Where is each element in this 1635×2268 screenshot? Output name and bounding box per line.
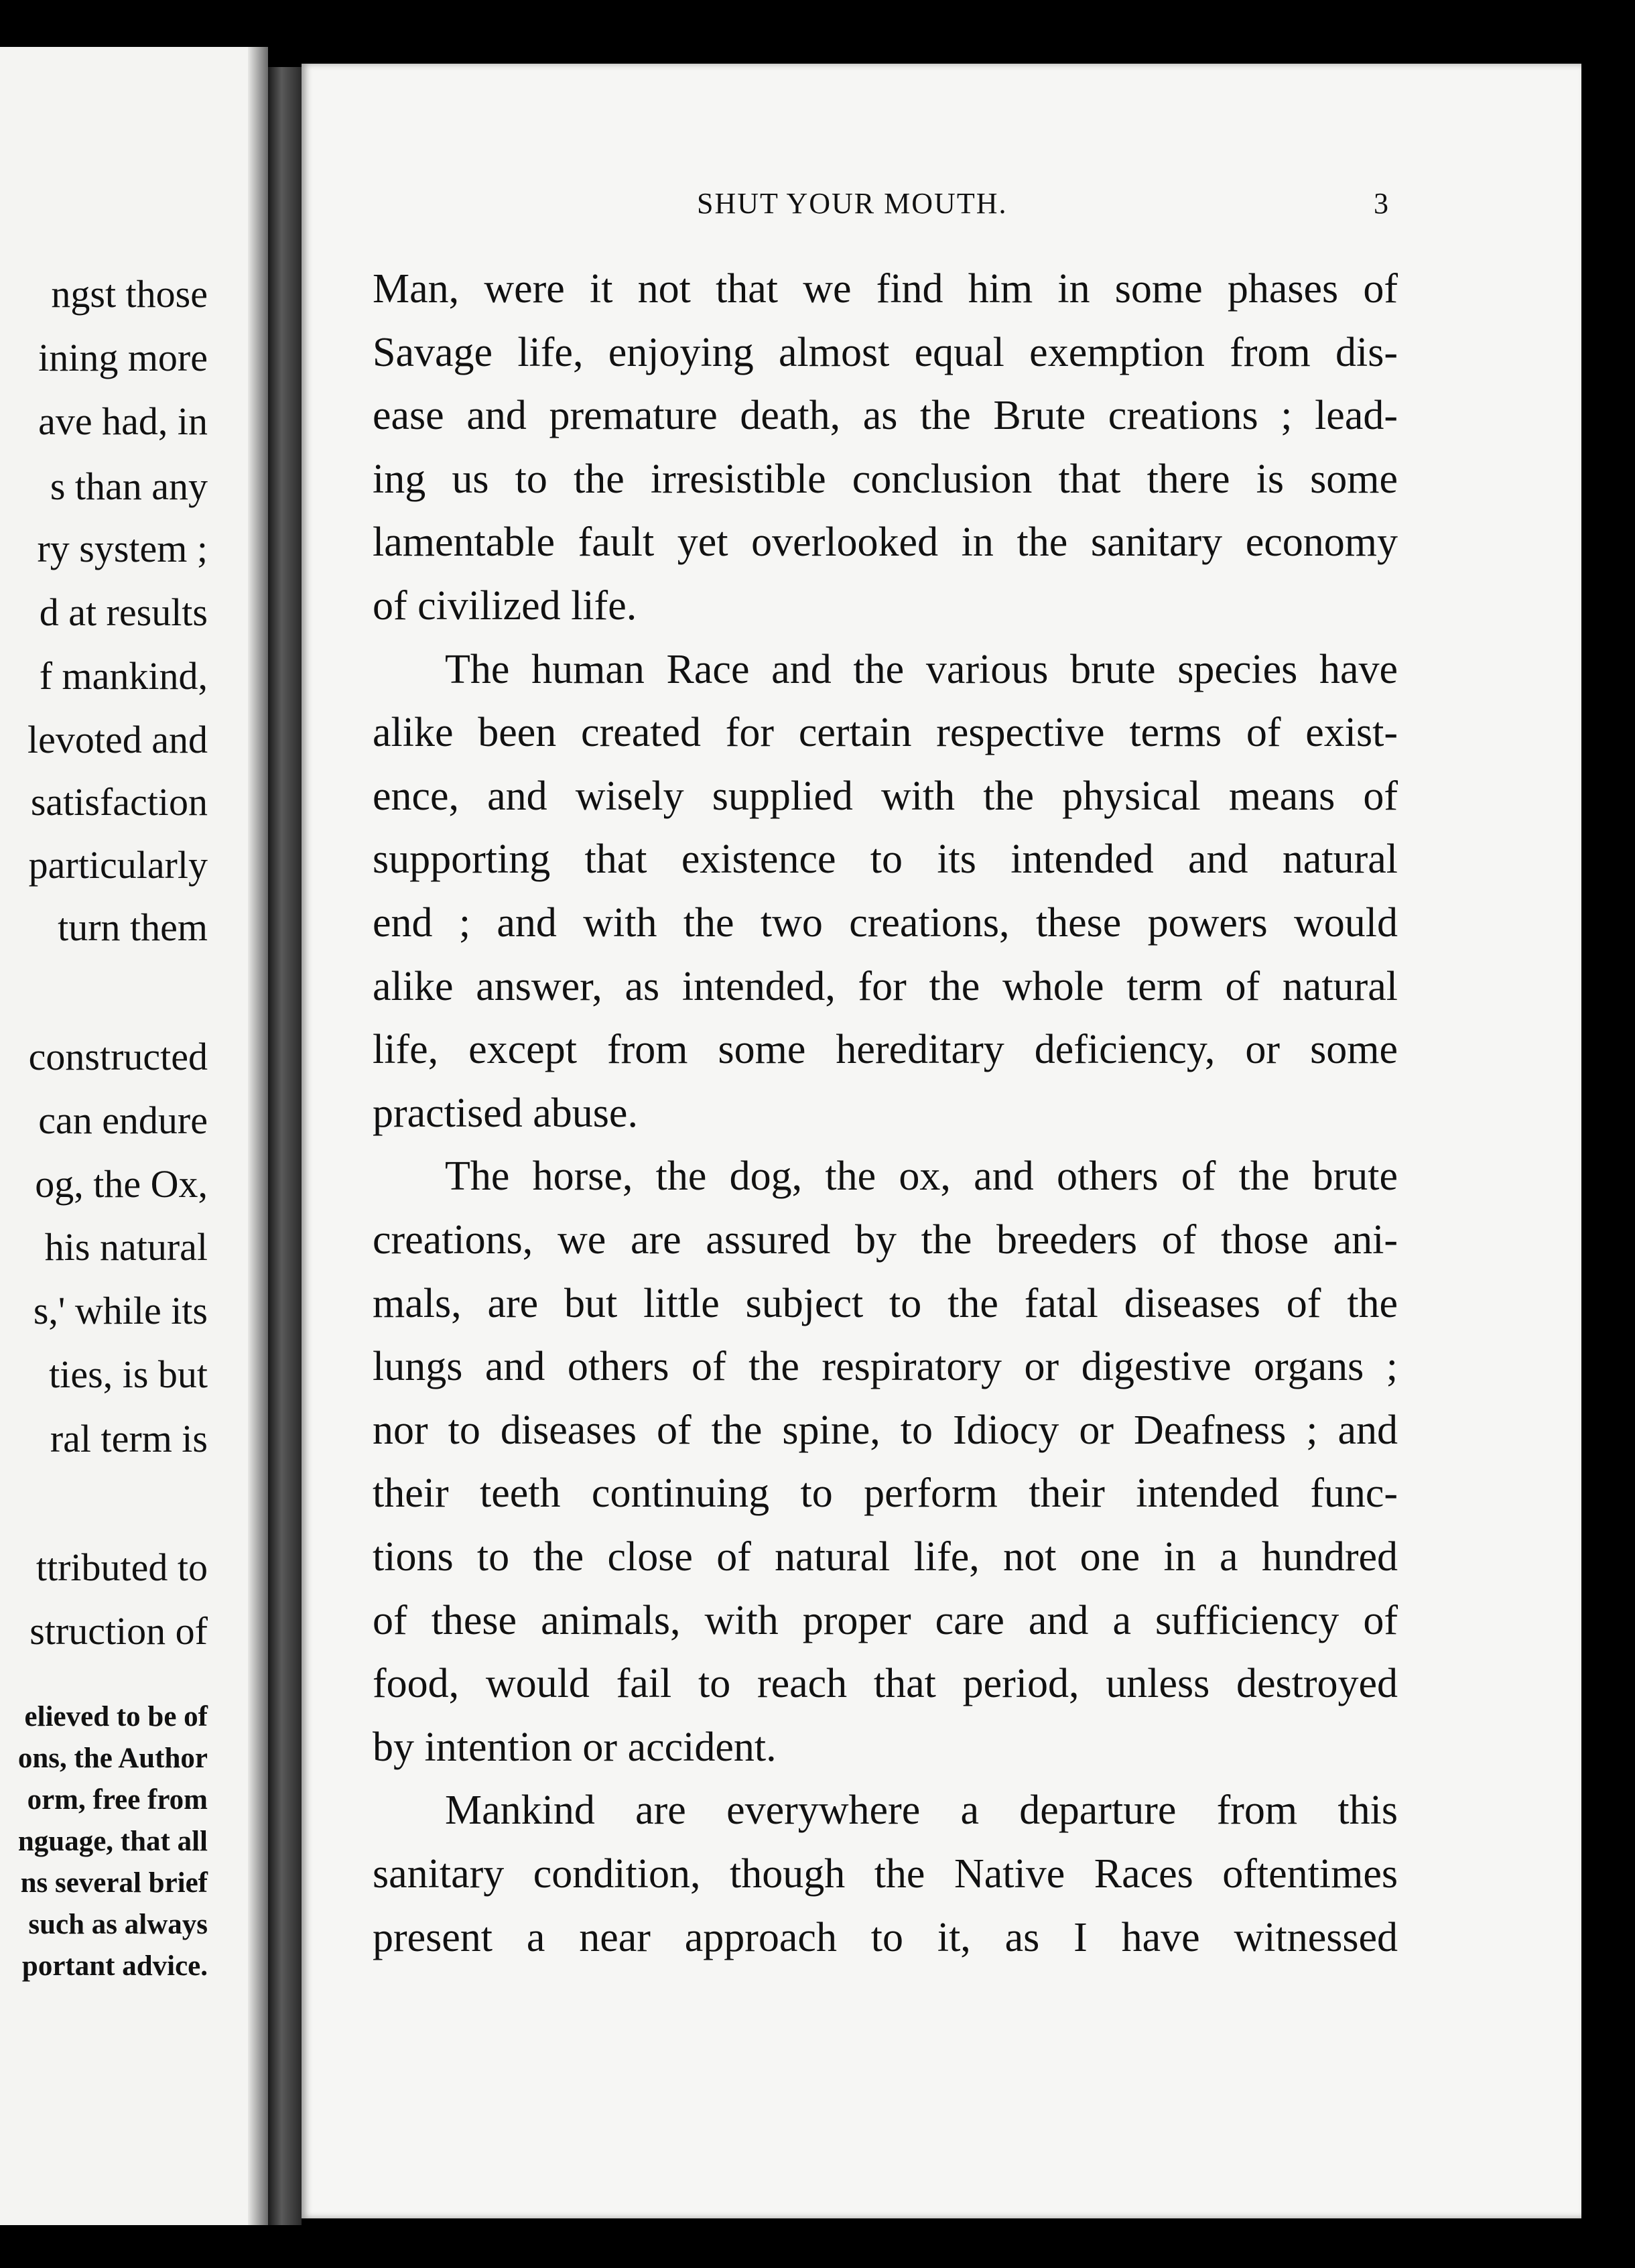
previous-page-footnote-line: ns several brief [20, 1867, 208, 1899]
previous-page-line: ral term is [50, 1417, 208, 1460]
previous-page-line: constructed [28, 1035, 208, 1078]
previous-page-line: ngst those [51, 272, 208, 316]
previous-page-line: struction of [29, 1609, 208, 1653]
text-line: of these animals, with proper care and a sufficiency of [373, 1597, 1398, 1643]
previous-page-footnote-line: orm, free from [27, 1784, 208, 1816]
text-line: end ; and with the two creations, these powers would [373, 900, 1398, 946]
text-line: The horse, the dog, the ox, and others of the brute [445, 1153, 1398, 1200]
text-line: of civilized life. [373, 583, 637, 629]
text-line: nor to diseases of the spine, to Idiocy or Deafness ; and [373, 1407, 1398, 1453]
previous-page-footnote-line: elieved to be of [24, 1701, 208, 1732]
previous-page-line: particularly [28, 843, 208, 887]
text-line: creations, we are assured by the breeders of those ani- [373, 1217, 1398, 1263]
previous-page-footnote-line: nguage, that all [17, 1826, 208, 1857]
previous-page-line: ave had, in [38, 399, 208, 443]
previous-page-line: f mankind, [39, 654, 208, 698]
text-line: Man, were it not that we find him in some phases of [373, 266, 1398, 312]
text-line: present a near approach to it, as I have witnessed [373, 1914, 1398, 1960]
previous-page-line: satisfaction [30, 780, 208, 824]
previous-page-line: levoted and [27, 718, 208, 761]
text-line: ence, and wisely supplied with the physical means of [373, 773, 1398, 819]
text-line: mals, are but little subject to the fatal diseases of the [373, 1280, 1398, 1326]
previous-page-line: ry system ; [37, 527, 208, 570]
previous-page-line: ttributed to [36, 1546, 208, 1589]
text-line: ease and premature death, as the Brute creations ; lead- [373, 393, 1398, 439]
previous-page-line: can endure [38, 1098, 208, 1142]
text-line: tions to the close of natural life, not one in a hundred [373, 1534, 1398, 1580]
text-line: alike answer, as intended, for the whole term of natural [373, 963, 1398, 1009]
previous-page-footnote-line: portant advice. [21, 1950, 208, 1982]
text-line: their teeth continuing to perform their intended func- [373, 1470, 1398, 1517]
page-number: 3 [1374, 187, 1388, 220]
previous-page-line: s,' while its [33, 1289, 208, 1332]
text-line: The human Race and the various brute species have [445, 646, 1398, 692]
page-edge-shadow [248, 47, 268, 2225]
text-line: life, except from some hereditary deficiency, or some [373, 1027, 1398, 1073]
book-gutter [268, 67, 302, 2225]
text-line: by intention or accident. [373, 1724, 777, 1770]
text-line: alike been created for certain respective terms of exist- [373, 710, 1398, 756]
text-line: ing us to the irresistible conclusion that there is some [373, 456, 1398, 502]
previous-page-line: ining more [38, 336, 208, 379]
previous-page-footnote-line: such as always [28, 1909, 208, 1940]
previous-page-line: s than any [50, 464, 208, 508]
previous-page-line: his natural [44, 1225, 208, 1269]
previous-page-line: og, the Ox, [35, 1162, 208, 1206]
text-line: food, would fail to reach that period, unless destroyed [373, 1661, 1398, 1707]
previous-page-line: turn them [58, 905, 208, 949]
previous-page-line: ties, is but [49, 1352, 208, 1396]
previous-page-footnote-line: ons, the Author [17, 1743, 208, 1774]
text-line: practised abuse. [373, 1090, 638, 1136]
text-line: sanitary condition, though the Native Races oftentimes [373, 1851, 1398, 1897]
text-line: lamentable fault yet overlooked in the sanitary economy [373, 519, 1398, 566]
text-line: supporting that existence to its intended and natural [373, 836, 1398, 883]
running-head: SHUT YOUR MOUTH. [697, 187, 1008, 220]
text-line: Mankind are everywhere a departure from this [445, 1787, 1398, 1834]
text-line: Savage life, enjoying almost equal exemption from dis- [373, 329, 1398, 375]
text-line: lungs and others of the respiratory or digestive organs ; [373, 1344, 1398, 1390]
previous-page [0, 47, 268, 2225]
previous-page-line: d at results [39, 590, 208, 634]
